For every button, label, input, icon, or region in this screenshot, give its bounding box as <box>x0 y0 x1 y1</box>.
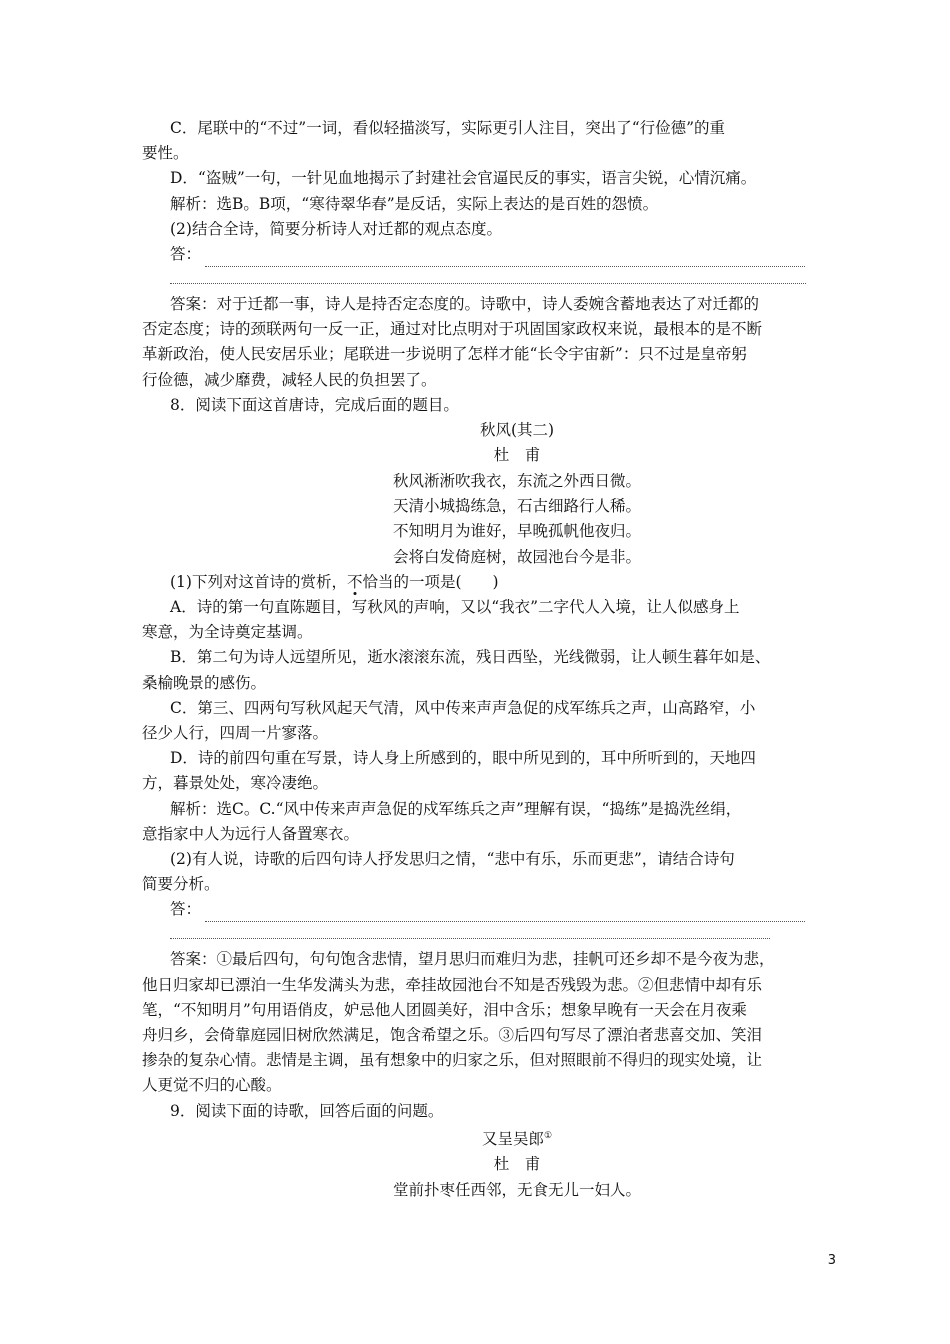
q8-sub2-line1: (2)有人说，诗歌的后四句诗人抒发思归之情，“悲中有乐，乐而更悲”，请结合诗句 <box>170 850 735 869</box>
q8-answer-blank-2[interactable] <box>170 924 770 939</box>
q8-sub1-text-a: (1)下列对这首诗的赏析， <box>170 572 347 591</box>
q8-poem <box>170 418 830 570</box>
q8-answer-line[interactable] <box>170 897 830 922</box>
q7-answer-line-2: 否定态度；诗的颈联两句一反一正，通过对比点明对于巩固国家政权来说，最根本的是不断 <box>142 320 763 339</box>
q8-answer-blank-1[interactable] <box>205 907 805 922</box>
q8-answer-line-4: 舟归乡，会倚靠庭园旧树欣然满足，饱含希望之乐。③后四句写尽了漂泊者悲喜交加、笑泪 <box>142 1026 763 1045</box>
q7-option-c-line1: C．尾联中的“不过”一词，看似轻描淡写，实际更引人注目，突出了“行俭德”的重 <box>170 119 726 137</box>
q8-option-c-line1[interactable]: C．第三、四两句写秋风起天气清，风中传来声声急促的戍军练兵之声，山高路窄，小 <box>170 698 756 717</box>
q8-sub1-question <box>170 570 830 595</box>
q7-option-d: D．“盗贼”一句，一针见血地揭示了封建社会官逼民反的事实，语言尖锐，心情沉痛。 <box>170 169 757 188</box>
q7-answer-blank-2[interactable] <box>170 269 806 284</box>
q8-answer-label: 答： <box>170 900 202 919</box>
q9-poem-line-1: 堂前扑枣任西邻，无食无儿一妇人。 <box>392 1180 641 1199</box>
page-content <box>142 116 830 1203</box>
q8-answer-line-6: 人更觉不归的心酸。 <box>142 1076 282 1095</box>
q8-analysis-line1: 解析：选C。C.“风中传来声声急促的戍军练兵之声”理解有误，“捣练”是捣洗丝绢， <box>170 799 742 818</box>
q8-sub2-line2: 简要分析。 <box>142 875 220 894</box>
q9-footnote-mark[interactable]: ① <box>543 1130 553 1141</box>
q9-poem-title-line <box>204 1124 830 1152</box>
q8-question: 8．阅读下面这首唐诗，完成后面的题目。 <box>170 395 459 414</box>
q8-poem-line-4: 会将白发倚庭树，故园池台今是非。 <box>392 547 641 566</box>
q8-option-a-line2[interactable]: 寒意，为全诗奠定基调。 <box>142 623 313 642</box>
q7-analysis: 解析：选B。B项，“寒待翠华春”是反话，实际上表达的是百姓的怨愤。 <box>170 194 659 213</box>
q7-option-c-line2: 要性。 <box>142 144 189 163</box>
q9-poem-author: 杜 甫 <box>493 1155 541 1174</box>
q8-analysis-line2: 意指家中人为远行人备置寒衣。 <box>142 824 360 843</box>
q8-answer-line-3: 笔，“不知明月”句用语俏皮，妒忌他人团圆美好，泪中含乐；想象早晚有一天会在月夜乘 <box>142 1000 747 1019</box>
page-number: 3 <box>827 1253 836 1268</box>
q8-answer-line-1: 答案：①最后四句，句句饱含悲情，望月思归而难归为悲，挂帆可还乡却不是今夜为悲， <box>170 950 775 969</box>
q8-option-d-line2[interactable]: 方，暮景处处，寒冷凄绝。 <box>142 774 329 793</box>
q7-sub2-question: (2)结合全诗，简要分析诗人对迁都的观点态度。 <box>170 219 502 238</box>
q8-option-b-line2[interactable]: 桑榆晚景的感伤。 <box>142 673 267 692</box>
q9-poem <box>170 1124 830 1203</box>
q8-poem-title: 秋风(其二) <box>479 421 555 440</box>
q9-poem-title: 又呈吴郎 <box>481 1130 544 1149</box>
q8-answer-line-2: 他日归家却已漂泊一生华发满头为悲，牵挂故园池台不知是否残毁为悲。②但悲情中却有乐 <box>142 975 763 994</box>
q7-answer-line-4: 行俭德，减少靡费，减轻人民的负担罢了。 <box>142 370 437 389</box>
q7-answer-label: 答： <box>170 244 202 263</box>
q7-answer-line[interactable] <box>170 242 830 267</box>
q7-answer-text <box>142 292 830 393</box>
q8-option-c-line2[interactable]: 径少人行，四周一片寥落。 <box>142 724 329 743</box>
q7-answer-line-3: 革新政治，使人民安居乐业；尾联进一步说明了怎样才能“长令宇宙新”：只不过是皇帝躬 <box>142 345 747 364</box>
q8-answer-text <box>142 947 830 1098</box>
q7-answer-line-1: 答案：对于迁都一事，诗人是持否定态度的。诗歌中，诗人委婉含蓄地表达了对迁都的 <box>170 295 760 314</box>
q7-answer-blank-1[interactable] <box>205 252 805 267</box>
q8-sub1-text-b: 恰当的一项是( ) <box>362 572 499 591</box>
q9-question: 9．阅读下面的诗歌，回答后面的问题。 <box>170 1101 444 1120</box>
q8-poem-line-2: 天清小城捣练急，石古细路行人稀。 <box>392 496 641 515</box>
q8-option-a-line1[interactable]: A．诗的第一句直陈题目，写秋风的声响，又以“我衣”二字代人入境，让人似感身上 <box>170 598 740 617</box>
q8-option-b-line1[interactable]: B．第二句为诗人远望所见，逝水滚滚东流，残日西坠，光线微弱，让人顿生暮年如是、 <box>170 648 771 667</box>
q8-sub1-emphasis: 不 <box>346 572 363 591</box>
q8-answer-line-5: 掺杂的复杂心情。悲情是主调，虽有想象中的归家之乐，但对照眼前不得归的现实处境，让 <box>142 1051 763 1070</box>
q8-poem-line-3: 不知明月为谁好，早晚孤帆他夜归。 <box>392 522 641 541</box>
q8-option-d-line1[interactable]: D．诗的前四句重在写景，诗人身上所感到的，眼中所见到的，耳中所听到的，天地四 <box>170 749 756 768</box>
q8-poem-line-1: 秋风淅淅吹我衣，东流之外西日微。 <box>392 471 641 490</box>
q8-poem-author: 杜 甫 <box>493 446 541 465</box>
